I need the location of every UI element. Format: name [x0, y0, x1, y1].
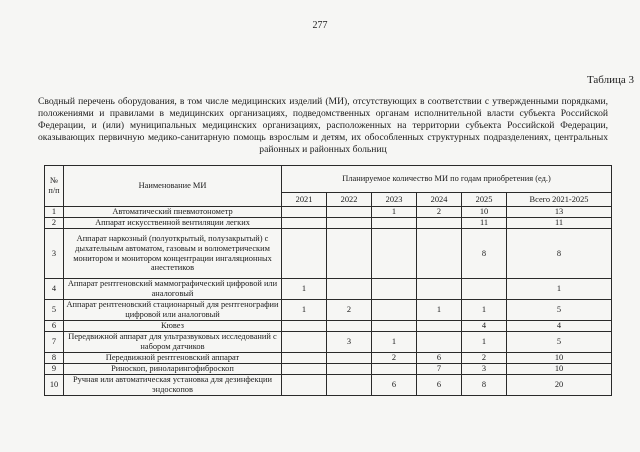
row-total: 8 [507, 229, 612, 279]
row-value [372, 218, 417, 229]
row-name: Ручная или автоматическая установка для дезинфекции эндоскопов [64, 375, 282, 396]
row-value: 2 [372, 353, 417, 364]
header-year: 2021 [282, 193, 327, 207]
row-value [417, 218, 462, 229]
row-value: 1 [282, 300, 327, 321]
row-total: 5 [507, 332, 612, 353]
header-year: 2024 [417, 193, 462, 207]
row-value [282, 321, 327, 332]
row-value: 4 [462, 321, 507, 332]
row-name: Передвижной аппарат для ультразвуковых исследований с набором датчиков [64, 332, 282, 353]
row-number: 8 [45, 353, 64, 364]
header-total: Всего 2021-2025 [507, 193, 612, 207]
table-row [45, 229, 612, 279]
row-total: 20 [507, 375, 612, 396]
row-value [372, 279, 417, 300]
row-value [372, 321, 417, 332]
row-total: 10 [507, 364, 612, 375]
row-value [327, 229, 372, 279]
row-value [282, 375, 327, 396]
row-number: 4 [45, 279, 64, 300]
row-number: 3 [45, 229, 64, 279]
row-number: 10 [45, 375, 64, 396]
row-value: 10 [462, 207, 507, 218]
row-name: Передвижной рентгеновский аппарат [64, 353, 282, 364]
header-year: 2023 [372, 193, 417, 207]
row-value: 3 [327, 332, 372, 353]
row-number: 2 [45, 218, 64, 229]
row-value: 2 [462, 353, 507, 364]
row-value [417, 321, 462, 332]
row-name: Аппарат рентгеновский маммографический цифровой или аналоговый [64, 279, 282, 300]
table-row [45, 353, 612, 364]
row-value [282, 353, 327, 364]
row-number: 6 [45, 321, 64, 332]
row-value: 8 [462, 229, 507, 279]
page-number: 277 [312, 20, 328, 31]
row-value: 1 [462, 300, 507, 321]
header-year: 2022 [327, 193, 372, 207]
row-name: Кювез [64, 321, 282, 332]
header-num: № п/п [45, 166, 64, 207]
row-name: Риноскоп, ринолaрингофиброскоп [64, 364, 282, 375]
row-value [462, 279, 507, 300]
table-row [45, 321, 612, 332]
row-value [282, 229, 327, 279]
row-number: 1 [45, 207, 64, 218]
header-planned: Планируемое количество МИ по годам приобретения (ед.) [282, 166, 612, 193]
row-value [417, 332, 462, 353]
row-total: 11 [507, 218, 612, 229]
table-row [45, 300, 612, 321]
row-value: 6 [372, 375, 417, 396]
row-total: 1 [507, 279, 612, 300]
row-value [372, 300, 417, 321]
row-value: 7 [417, 364, 462, 375]
document-title: Сводный перечень оборудования, в том числе медицинских изделий (МИ), отсутствующих в соответствии с утвержденными порядками, положениями и правилами в медицинских организациях, подведомственных органам исполнительной власти субъекта Российской Федерации, и (или) муниципальных медицинских организациях, расположенных на территории субъекта Российской Федерации, оказывающих первичную медико-санитарную помощь взрослым и детям, их обособленных структурных подразделениях, центральных районных и районных больниц [38, 96, 608, 155]
row-value [327, 364, 372, 375]
row-number: 7 [45, 332, 64, 353]
table-row [45, 207, 612, 218]
table-row [45, 218, 612, 229]
table-row [45, 375, 612, 396]
table-row [45, 332, 612, 353]
header-name: Наименование МИ [64, 166, 282, 207]
row-value [282, 332, 327, 353]
row-value: 2 [327, 300, 372, 321]
row-value: 1 [372, 207, 417, 218]
row-number: 5 [45, 300, 64, 321]
row-value [282, 207, 327, 218]
table-row [45, 364, 612, 375]
header-year: 2025 [462, 193, 507, 207]
row-value [282, 364, 327, 375]
equipment-table [44, 165, 612, 396]
row-value [327, 321, 372, 332]
row-value: 8 [462, 375, 507, 396]
row-total: 13 [507, 207, 612, 218]
row-value [327, 279, 372, 300]
row-value: 1 [282, 279, 327, 300]
row-value: 1 [372, 332, 417, 353]
row-value: 3 [462, 364, 507, 375]
row-total: 10 [507, 353, 612, 364]
row-value [282, 218, 327, 229]
row-value: 1 [462, 332, 507, 353]
row-value [417, 229, 462, 279]
row-value [327, 353, 372, 364]
row-name: Автоматический пневмотонометр [64, 207, 282, 218]
row-name: Аппарат рентгеновский стационарный для рентгенографии цифровой или аналоговый [64, 300, 282, 321]
row-number: 9 [45, 364, 64, 375]
row-value [372, 364, 417, 375]
table-caption: Таблица 3 [586, 74, 634, 86]
row-value: 11 [462, 218, 507, 229]
row-value [327, 207, 372, 218]
row-value: 6 [417, 375, 462, 396]
row-value: 6 [417, 353, 462, 364]
row-value: 2 [417, 207, 462, 218]
row-value [327, 375, 372, 396]
row-total: 4 [507, 321, 612, 332]
row-name: Аппарат наркозный (полуоткрытый, полузакрытый) с дыхательным автоматом, газовым и волюметрическим монитором и монитором концентрации ингаляционных анестетиков [64, 229, 282, 279]
table-row [45, 279, 612, 300]
row-name: Аппарат искусственной вентиляции легких [64, 218, 282, 229]
row-value [327, 218, 372, 229]
row-value: 1 [417, 300, 462, 321]
row-value [417, 279, 462, 300]
row-value [372, 229, 417, 279]
row-total: 5 [507, 300, 612, 321]
